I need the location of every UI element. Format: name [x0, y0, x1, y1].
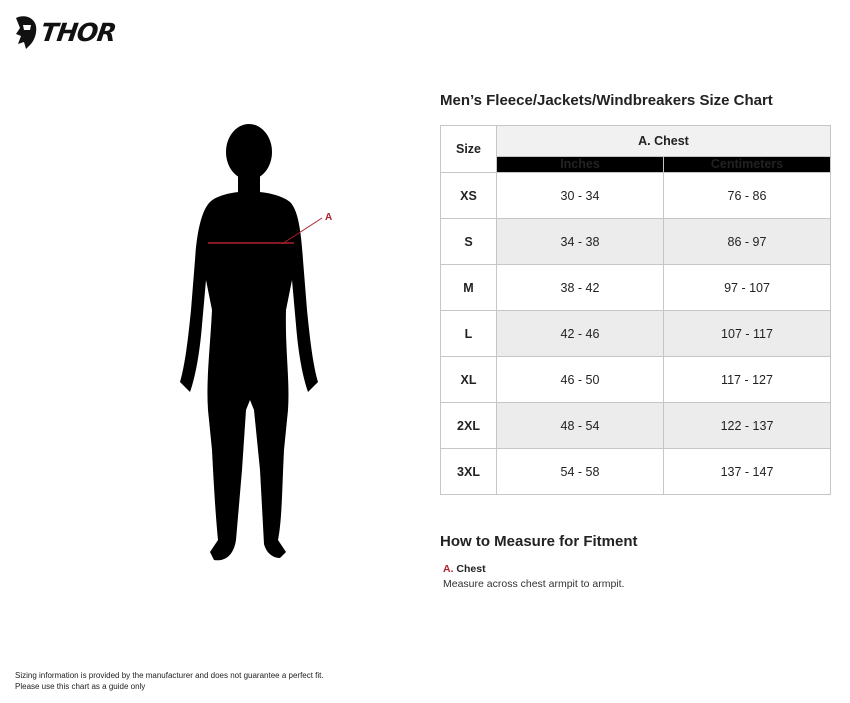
subheader-inches: Inches: [497, 156, 664, 172]
inches-cell: 48 - 54: [497, 403, 664, 449]
table-row: [441, 219, 831, 265]
centimeters-cell: 97 - 107: [664, 265, 831, 311]
subheader-centimeters: Centimeters: [664, 156, 831, 172]
size-rows: [441, 173, 831, 495]
measure-label: [443, 563, 486, 575]
measure-letter: A.: [443, 563, 454, 575]
centimeters-cell: 86 - 97: [664, 219, 831, 265]
centimeters-cell: 122 - 137: [664, 403, 831, 449]
inches-cell: 42 - 46: [497, 311, 664, 357]
inches-cell: 54 - 58: [497, 449, 664, 495]
table-row: [441, 311, 831, 357]
inches-cell: 30 - 34: [497, 173, 664, 219]
chart-title: Men’s Fleece/Jackets/Windbreakers Size Chart: [440, 92, 773, 109]
centimeters-cell: 117 - 127: [664, 357, 831, 403]
table-row: [441, 449, 831, 495]
table-row: [441, 265, 831, 311]
table-row: [441, 357, 831, 403]
inches-cell: 46 - 50: [497, 357, 664, 403]
inches-cell: 34 - 38: [497, 219, 664, 265]
size-cell: XL: [441, 357, 497, 403]
size-cell: M: [441, 265, 497, 311]
size-cell: L: [441, 311, 497, 357]
inches-cell: 38 - 42: [497, 265, 664, 311]
disclaimer-line-1: Sizing information is provided by the manufacturer and does not guarantee a perfect fit.: [15, 671, 324, 680]
measure-description: Measure across chest armpit to armpit.: [443, 578, 625, 590]
size-cell: 3XL: [441, 449, 497, 495]
helmet-icon: [14, 14, 38, 50]
table-row: [441, 403, 831, 449]
chest-marker-label: A: [325, 212, 333, 223]
brand-logo: [14, 14, 118, 50]
body-silhouette: [170, 120, 350, 585]
size-cell: S: [441, 219, 497, 265]
brand-logo-text: THOR: [38, 17, 118, 47]
header-chest: A. Chest: [497, 126, 831, 157]
size-cell: 2XL: [441, 403, 497, 449]
centimeters-cell: 107 - 117: [664, 311, 831, 357]
disclaimer: [15, 670, 324, 692]
measure-label-text: Chest: [456, 563, 486, 575]
disclaimer-line-2: Please use this chart as a guide only: [15, 682, 146, 691]
centimeters-cell: 76 - 86: [664, 173, 831, 219]
centimeters-cell: 137 - 147: [664, 449, 831, 495]
header-size: Size: [441, 126, 497, 173]
measure-title: How to Measure for Fitment: [440, 533, 638, 550]
size-table: [440, 125, 831, 495]
size-cell: XS: [441, 173, 497, 219]
table-row: [441, 173, 831, 219]
